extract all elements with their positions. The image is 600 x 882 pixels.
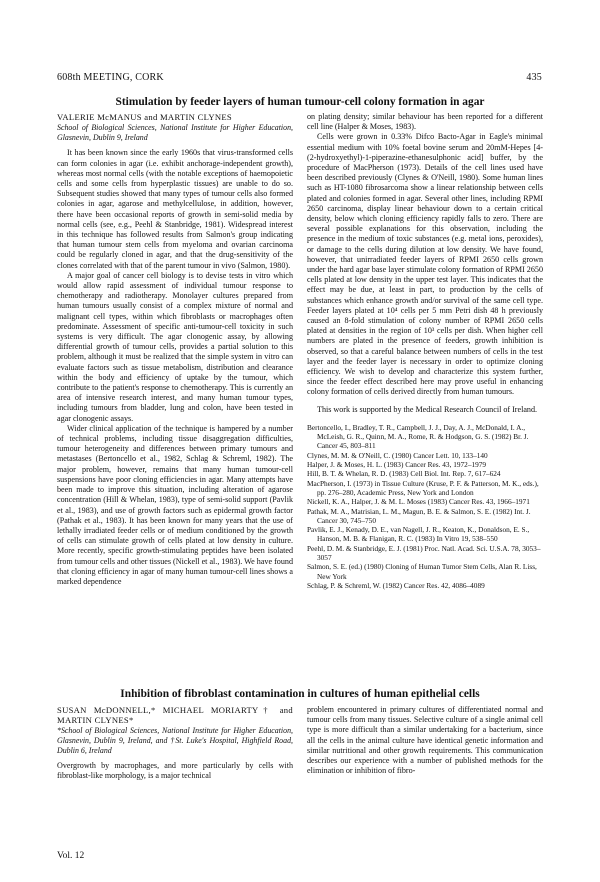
article2-affiliation: *School of Biological Sciences, National Institute for Higher Education, Glasnevin, Dublin 9, Ireland, and †St. Luke's Hospital, Highfield Road, Dublin 6, Ireland xyxy=(57,726,293,755)
article1-left-column xyxy=(57,112,293,587)
acknowledgement: This work is supported by the Medical Research Council of Ireland. xyxy=(317,404,538,414)
article2-authors: SUSAN McDONNELL,* MICHAEL MORIARTY† and MARTIN CLYNES* xyxy=(57,705,293,726)
reference-item: Nickell, K. A., Halper, J. & M. L. Moses (1983) Cancer Res. 43, 1966–1971 xyxy=(307,497,530,507)
article1-title: Stimulation by feeder layers of human tumour-cell colony formation in agar xyxy=(115,96,485,108)
article1-paragraph: It has been known since the early 1960s that virus-transformed cells can form colonies in agar (i.e. exhibit anchorage-independent growth), whereas most normal cells (with the notable exceptions of haemopoietic cells and some cells from hyperplastic tissues) are unable to do so. Subsequent studies showed that many types of tumour cells also formed colonies in agar, agarose and methylcellulose, in addition, however, there have been occasional reports of growth in semi-solid media by normal cells (see, e.g., Peehl & Stanbridge, 1981). Widespread interest in this technique has followed results from Salmon's group indicating that human tumour stem cells from myeloma and ovarian carcinoma could be regularly cloned in agar, and that the drug-sensitivity of the clones correlated with that of the parent tumour in vivo (Salmon, 1980). xyxy=(57,148,293,270)
reference-list xyxy=(307,423,543,590)
article2-right-column xyxy=(307,705,543,776)
article2-paragraph: problem encountered in primary cultures of differentiated normal and tumour cells from many tissues. Selective culture of a single animal cell type is more difficult than a similar undertaking for a bacterium, since all the cells in the animal culture have identical genetic information and similar nutritional and other growth requirements. This communication describes our experience with a number of published methods for the elimination or inhibition of fibro- xyxy=(307,705,543,776)
article1-authors: VALERIE McMANUS and MARTIN CLYNES xyxy=(57,112,232,122)
article1-paragraph: Cells were grown in 0.33% Difco Bacto-Agar in Eagle's minimal essential medium with 10% foetal bovine serum and 20mM-Hepes [4-(2-hydroxyethyl)-1-piperazine-ethanesulphonic acid] buffer, by the procedure of MacPherson (1973). Details of the cell lines used have been described previously (Clynes & O'Neill, 1980). Some human lines such as HT-1080 fibrosarcoma show a linear relationship between cells plated and colonies formed in agar. Several other lines, including RPMI 2650 carcinoma, display linear behaviour down to a certain critical density, below which cloning efficiency rapidly falls to zero. There are several possible explanations for this observation, including the presence in the medium of toxic substances (e.g. metal ions, peroxides), or damage to the cells during dilution at low density. We have found, however, that unirradiated feeder layers of RPMI 2650 cells grown under the hard agar base layer stimulate colony formation of RPMI 2650 cells plated at low density in the upper test layer. This indicates that the effect may be due, at least in part, to production by the cells of substances which enhance growth and/or survival of the same cell type. Feeder layers plated at 10⁴ cells per 5 mm Petri dish 48 h previously caused an 8-fold stimulation of colony number of RPMI 2650 cells plated at densities in the region of 10³ cells per dish. When higher cell numbers are plated in the presence of feeders, growth inhibition is observed, so that a careful balance between numbers of cells in the test layer and the feeder layer is necessary in order to optimize cloning efficiency. We wish to develop and characterize this system further, since the feeder effect described here may prove useful in enhancing colony formation of cells derived directly from human tumours. xyxy=(307,132,543,397)
reference-item: Schlag, P. & Schreml, W. (1982) Cancer Res. 42, 4086–4089 xyxy=(307,580,485,590)
reference-item: Pavlik, E. J., Kenady, D. E., van Nagell, J. R., Keaton, K., Donaldson, E. S., Hanson, M. B. & Flanigan, R. C. (1983) In Vitro 19, 538–550 xyxy=(307,525,530,544)
article2-left-column xyxy=(57,705,293,782)
reference-item: Pathak, M. A., Matrisian, L. M., Magun, B. E. & Salmon, S. E. (1982) Int. J. Cancer 30, 745–750 xyxy=(307,506,531,525)
reference-item: MacPherson, I. (1973) in Tissue Culture (Kruse, P. F. & Patterson, M. K., eds.), pp. 276–280, Academic Press, New York and London xyxy=(307,478,539,497)
reference-item: Bertoncello, I., Bradley, T. R., Campbell, J. J., Day, A. J., McDonald, I. A., McLeish, G. R., Quinn, M. A., Rome, R. & Hodgson, G. S. (1982) Br. J. Cancer 45, 803–811 xyxy=(307,422,529,451)
volume-label: Vol. 12 xyxy=(57,851,85,861)
article1-paragraph: Wider clinical application of the technique is hampered by a number of technical problems, including tissue disaggregation difficulties, tumour heterogeneity and differences between primary tumours and metastases (Bertoncello et al., 1982, Schlag & Schreml, 1982). The major problem, however, remains that many human tumour-cell suspensions have poor cloning efficiencies in agar. Many attempts have been made to improve this situation, including alteration of agarose concentration (Hill & Whelan, 1983), type of semi-solid support (Pavlik et al., 1983), and use of growth factors such as epidermal growth factor (Pathak et al., 1983). It has been known for many years that the use of lethally irradiated feeder cells or of medium conditioned by the growth of cells can stimulate growth of cells plated at low density in culture. More recently, specific growth-stimulating peptides have been isolated from tumour cells and other tissues (Nickell et al., 1983). We have found that cloning efficiency in agar of many human tumour-cell lines shows a marked dependence xyxy=(57,423,293,586)
article1-right-column xyxy=(307,112,543,590)
reference-item: Halper, J. & Moses, H. L. (1983) Cancer Res. 43, 1972–1979 xyxy=(307,460,487,470)
running-head xyxy=(57,72,542,86)
reference-item: Salmon, S. E. (ed.) (1980) Cloning of Human Tumor Stem Cells, Alan R. Liss, New York xyxy=(307,562,537,581)
article1-paragraph: on plating density; similar behaviour has been reported for a different cell line (Halper & Moses, 1983). xyxy=(307,112,543,132)
article2-paragraph: Overgrowth by macrophages, and more particularly by cells with fibroblast-like morphology, is a major technical xyxy=(57,761,293,781)
reference-item: Peehl, D. M. & Stanbridge, E. J. (1981) Proc. Natl. Acad. Sci. U.S.A. 78, 3053–3057 xyxy=(307,543,541,563)
running-head-meeting: 608th MEETING, CORK xyxy=(57,72,164,83)
article1-affiliation: School of Biological Sciences, National Institute for Higher Education, Glasnevin, Dublin 9, Ireland xyxy=(57,123,293,142)
reference-item: Hill, B. T. & Whelan, R. D. (1983) Cell Biol. Int. Rep. 7, 617–624 xyxy=(307,469,501,479)
page-number: 435 xyxy=(526,72,542,83)
article2-title: Inhibition of fibroblast contamination in cultures of human epithelial cells xyxy=(120,688,480,700)
reference-item: Clynes, M. M. & O'Neill, C. (1980) Cancer Lett. 10, 133–140 xyxy=(307,450,488,460)
article1-paragraph: A major goal of cancer cell biology is to devise tests in vitro which would allow rapid assessment of individual tumour response to chemotherapy and radiotherapy. Monolayer cultures prepared from human tumours usually consist of a complex mixture of normal and malignant cell types, within which fibroblasts or macrophages often predominate. Assessment of specific anti-tumour-cell toxicity in such systems is very difficult. The agar clonogenic assay, by allowing differential growth of tumour cells, provides a partial solution to this problem, although it must be realized that the simple system in vitro can evaluate factors such as tissue metabolism, distribution and clearance within the body and efficiency of uptake by the tumour, which contribute to the patient's response to chemotherapy. This is currently an area of intensive research interest, and many human tumour types, including tumours from bladder, lung and colon, have been tested in agar clonogenic assays. xyxy=(57,270,293,423)
